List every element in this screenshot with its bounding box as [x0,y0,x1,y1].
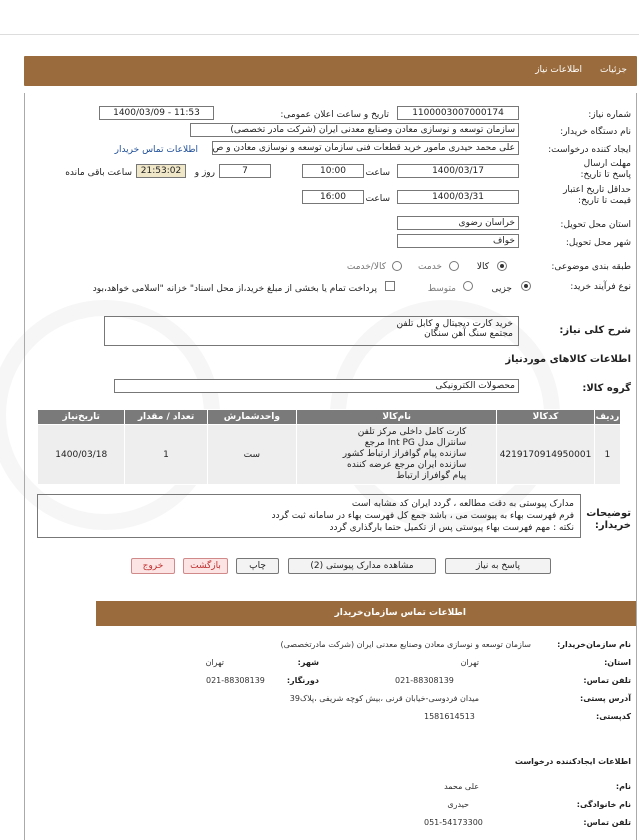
remaining-label: ساعت باقی مانده [65,168,132,178]
col-name: نام‌کالا [297,410,497,425]
col-unit: واحدشمارش [207,410,297,425]
attachments-button[interactable]: مشاهده مدارک پیوستی (2) [288,558,436,574]
treasury-checkbox[interactable] [385,281,395,291]
contact-phone-value: 021-88308139 [395,676,454,685]
cell-unit: ست [207,425,297,485]
top-divider [0,34,639,35]
contact-province-value: تهران [460,658,479,667]
goods-group-field: محصولات الکترونیکی [114,379,519,393]
city-field: خواف [397,234,519,248]
validity-time-label: ساعت [365,194,390,204]
goods-table-header [38,410,621,425]
contact-postal-value: 1581614513 [424,712,475,721]
category-label: طبقه بندی موضوعی: [551,262,631,272]
contact-title: اطلاعات تماس سازمان‌خریدار [334,608,466,618]
contact-city-label: شهر: [297,658,319,667]
creator-field: علی محمد حیدری مامور خرید قطعات فنی سازمان توسعه و نوسازی معادن و ص [212,141,519,155]
notes-box [37,494,581,538]
creator-tel-value: 051-54173300 [424,818,483,827]
cell-name: کارت کامل داخلی مرکز تلفن سانترال مدل Int PG مرجع سازنده پیام گوافراز ارتباط کشور سازنده ایران مرجع عرضه کننده پیام گوافراز ارتباط [297,425,497,485]
contact-header [96,601,636,626]
creator-family-value: حیدری [447,800,469,809]
need-number-field: 1100003007000174 [397,106,519,120]
cell-row: 1 [594,425,620,485]
notes-line-3: نکته : مهم فهرست بهاء پیوستی پس از تکمیل حتما بارگذاری گردد [329,523,574,533]
col-code: کدکالا [497,410,595,425]
contact-phone-label: تلفن تماس: [583,676,631,685]
category-goods-service-label: کالا/خدمت [346,262,386,272]
deadline-label: مهلت ارسال پاسخ تا تاریخ: [580,159,631,180]
days-field: 7 [219,164,271,178]
contact-org-label: نام سازمان‌خریدار: [557,640,631,649]
validity-label: حداقل تاریخ اعتبار قیمت تا تاریخ: [563,185,631,206]
col-row: ردیف [594,410,620,425]
back-button[interactable]: بازگشت [183,558,228,574]
process-partial-label: جزیی [491,284,512,294]
payment-note: پرداخت تمام یا بخشی از مبلغ خرید،از محل اسناد" خزانه "اسلامی خواهد،بود [92,284,377,294]
summary-line-1: خرید کارت دیجیتال و کابل تلفن [396,319,513,329]
cell-qty: 1 [125,425,207,485]
creator-tel-label: تلفن تماس: [583,818,631,827]
process-medium-radio[interactable] [463,281,473,291]
reply-button[interactable]: پاسخ به نیاز [445,558,551,574]
goods-group-label: گروه کالا: [582,383,631,394]
buyer-field: سازمان توسعه و نوسازی معادن وصنایع معدنی ایران (شرکت مادر تخصصی) [190,123,519,137]
notes-label: توضیحات خریدار: [586,508,631,531]
contact-province-label: استان: [604,658,631,667]
cell-date: 1400/03/18 [38,425,125,485]
contact-fax-label: دورنگار: [286,676,319,685]
contact-fax-value: 021-88308139 [206,676,265,685]
summary-line-2: مجتمع سنگ آهن سنگان [424,329,513,339]
contact-address-value: میدان فردوسی-خیابان قرنی ،بیش کوچه شریفی ،پلاک39 [289,694,479,703]
city-label: شهر محل تحویل: [565,238,631,248]
creator-family-label: نام خانوادگی: [576,800,631,809]
creator-name-value: علی محمد [444,782,479,791]
category-goods-radio[interactable] [497,261,507,271]
cell-code: 4219170914950001 [497,425,595,485]
process-partial-radio[interactable] [521,281,531,291]
creator-label: ایجاد کننده درخواست: [548,145,631,155]
tab-details[interactable]: جزئیات [600,65,627,75]
contact-address-label: آدرس پستی: [580,694,631,703]
need-number-label: شماره نیاز: [588,110,631,120]
buyer-contact-link[interactable]: اطلاعات تماس خریدار [114,145,198,155]
category-service-label: خدمت [418,262,442,272]
print-button[interactable]: چاپ [236,558,279,574]
validity-time-field: 16:00 [302,190,364,204]
goods-table [37,409,621,485]
process-label: نوع فرآیند خرید: [570,282,631,292]
validity-date-field: 1400/03/31 [397,190,519,204]
contact-org-value: سازمان توسعه و نوسازی معادن وصنایع معدنی ایران (شرکت مادرتخصصی) [280,640,531,649]
notes-line-1: مدارک پیوستی به دقت مطالعه ، گردد ایران کد مشابه است [351,499,574,509]
deadline-time-label: ساعت [365,168,390,178]
col-date: تاریخ‌نیاز [38,410,125,425]
province-field: خراسان رضوی [397,216,519,230]
goods-section-title: اطلاعات کالاهای موردنیاز [505,354,631,365]
creator-name-label: نام: [615,782,631,791]
notes-line-2: فرم فهرست بهاء به پیوست می ، باشد جمع کل فهرست بهاء در سامانه ثبت گردد [271,511,574,521]
summary-box [104,316,519,346]
category-service-radio[interactable] [449,261,459,271]
category-goods-service-radio[interactable] [392,261,402,271]
header-bar [24,56,637,86]
process-medium-label: متوسط [427,284,456,294]
deadline-date-field: 1400/03/17 [397,164,519,178]
buyer-label: نام دستگاه خریدار: [560,127,631,137]
remaining-time-field: 21:53:02 [136,164,186,178]
category-goods-label: کالا [476,262,489,272]
summary-label: شرح کلی نیاز: [559,325,631,336]
deadline-time-field: 10:00 [302,164,364,178]
table-row [38,425,621,485]
contact-postal-label: کدپستی: [596,712,631,721]
col-qty: تعداد / مقدار [125,410,207,425]
announce-label: تاریخ و ساعت اعلان عمومی: [280,110,389,120]
contact-city-value: تهران [205,658,224,667]
tab-need-info[interactable]: اطلاعات نیاز [535,65,582,75]
days-label: روز و [194,168,215,178]
province-label: استان محل تحویل: [560,220,631,230]
announce-field: 1400/03/09 - 11:53 [99,106,214,120]
creator-section-title: اطلاعات ایجادکننده درخواست [514,757,631,766]
exit-button[interactable]: خروج [131,558,175,574]
